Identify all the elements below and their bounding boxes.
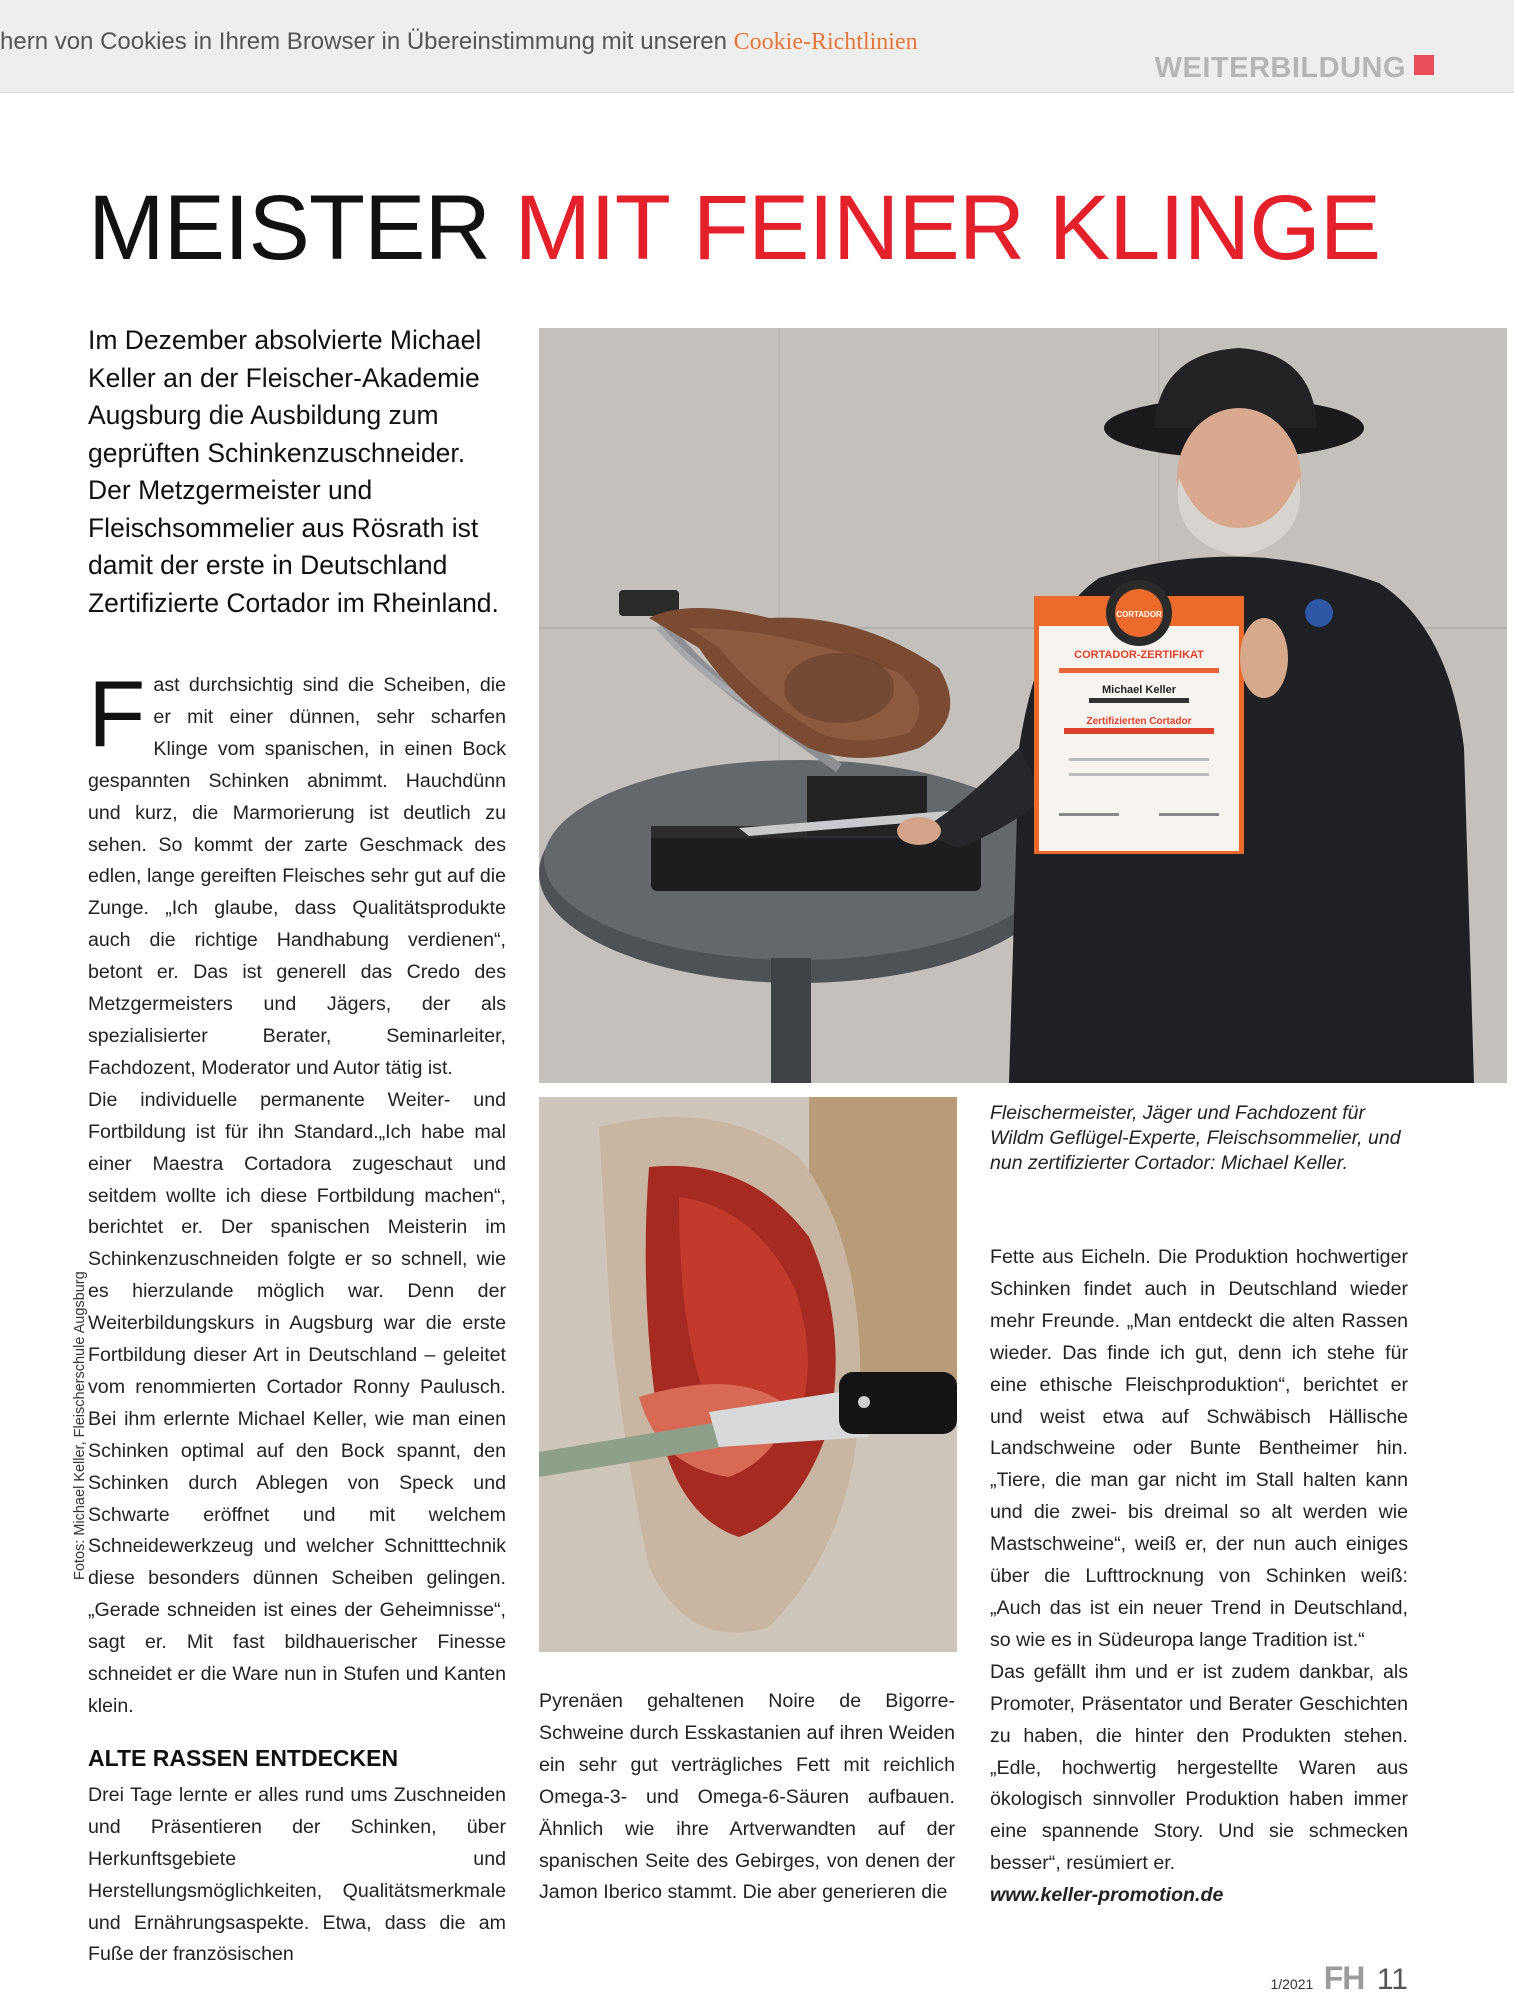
cookie-notice-message: hern von Cookies in Ihrem Browser in Übereinstimmung mit unseren <box>0 28 727 55</box>
headline-part-black: MEISTER <box>88 177 490 279</box>
page-footer <box>1270 1960 1408 1997</box>
certificate-illustration <box>1034 580 1244 854</box>
subheading-alte-rassen: ALTE RASSEN ENTDECKEN <box>88 1744 399 1771</box>
paragraph-2: Die individuelle permanente Weiter- und Fortbildung ist für ihn Standard.„Ich habe mal einer Maestra Cortadora zugeschaut und seitdem wollte ich diese Fortbildung machen“, berichtet er. Der spanischen Meisterin im Schinkenzuschneiden folgte er so schnell, wie es hierzulande möglich war. Denn der Weiterbildungskurs in Augsburg war die erste Fortbildung dieser Art in Deutschland – geleitet vom renommierten Cortador Ronny Paulusch. Bei ihm erlernte Michael Keller, wie man einen Schinken optimal auf den Bock spannt, den Schinken durch Ablegen von Speck und Schwarte eröffnet und mit welchem Schneidewerkzeug und welcher Schnitttechnik diese besonders dünnen Scheiben gelingen. „Gerade schneiden ist eines der Geheimnisse“, sagt er. Mit fast bildhauerischer Finesse schneidet er die Ware nun in Stufen und Kanten klein. <box>88 1088 506 1717</box>
main-photo-illustration <box>539 328 1507 1083</box>
article-column-1 <box>88 661 506 1971</box>
section-label <box>1155 52 1434 85</box>
certificate-seal-text: CORTADOR <box>1116 610 1162 619</box>
article-headline <box>88 177 1381 279</box>
headline-part-red: MIT FEINER KLINGE <box>514 177 1381 279</box>
main-photo-cortador <box>539 328 1507 1083</box>
photo-credit: Fotos: Michael Keller, Fleischerschule Augsburg <box>72 1271 88 1580</box>
website-link[interactable]: www.keller-promotion.de <box>990 1884 1224 1907</box>
paragraph-1-text: ast durchsichtig sind die Scheiben, die er mit einer dünnen, sehr scharfen Klinge vom spanischen, in einen Bock gespannten Schinken abnimmt. Hauchdünn und kurz, die Marmorierung ist deutlich zu sehen. So kommt der zarte Geschmack des edlen, lange gereiften Fleisches sehr gut auf die Zunge. „Ich glaube, dass Qualitätsprodukte auch die richtige Handhabung verdienen“, betont er. Das ist generell das Credo des Metzgermeisters und Jägers, der als spezialisierter Berater, Seminarleiter, Fachdozent, Moderator und Autor tätig ist. <box>88 674 506 1079</box>
certificate-name: Michael Keller <box>1102 684 1176 696</box>
paragraph-1 <box>88 661 506 1085</box>
section-marker-square <box>1414 55 1434 75</box>
cookie-policy-link[interactable]: Cookie-Richtlinien <box>733 29 918 55</box>
photo-caption: Fleischermeister, Jäger und Fachdozent für Wildm Geflügel-Experte, Fleischsommelier, und nun zertifizierter Cortador: Michael Keller. <box>990 1102 1401 1174</box>
article-intro: Im Dezember absolvierte Michael Keller an der Fleischer-Akademie Augsburg die Ausbildung zum geprüften Schinkenzuschneider. Der Metzgermeister und Fleischsommelier aus Rösrath ist damit der erste in Deutschland Zertifizierte Cortador im Rheinland. <box>88 325 499 618</box>
paragraph-4: Pyrenäen gehaltenen Noire de Bigorre-Schweine durch Esskastanien auf ihren Weiden ein sehr gut verträgliches Fett mit reichlich Omega-3- und Omega-6-Säuren aufbauen. Ähnlich wie ihre Artverwandten auf der spanischen Seite des Gebirges, von denen der Jamon Iberico stammt. Die aber generieren die <box>539 1690 955 1904</box>
cookie-notice-bar <box>0 0 1514 93</box>
cookie-notice-text <box>0 28 918 56</box>
paragraph-3: Drei Tage lernte er alles rund ums Zuschneiden und Präsentieren der Schinken, über Herkunftsgebiete und Herstellungsmöglichkeiten, Qualitätsmerkmale und Ernährungsaspekte. Etwa, dass die am Fuße der französischen <box>88 1783 506 1966</box>
paragraph-5: Fette aus Eicheln. Die Produktion hochwertiger Schinken findet auch in Deutschland wieder mehr Freunde. „Man entdeckt die alten Rassen wieder. Das finde ich gut, denn ich stehe für eine ethische Fleischproduktion“, berichtet er und weist etwa auf Schwäbisch Hällische Landschweine oder Bunte Bentheimer hin. „Tiere, die man gar nicht im Stall halten kann und die zwei- bis dreimal so alt werden wie Mastschweine“, weiß er, der nun auch einiges über die Lufttrocknung von Schinken weiß: „Auch das ist ein neuer Trend in Deutschland, so wie es in Südeuropa lange Tradition ist.“ <box>990 1246 1408 1651</box>
detail-photo-ham-slicing <box>539 1097 957 1652</box>
section-label-text: WEITERBILDUNG <box>1154 52 1406 84</box>
detail-photo-illustration <box>539 1097 957 1652</box>
certificate-line: Zertifizierten Cortador <box>1086 716 1192 727</box>
page-number: 11 <box>1376 1963 1408 1996</box>
issue-number: 1/2021 <box>1270 1976 1314 1992</box>
paragraph-6: Das gefällt ihm und er ist zudem dankbar, als Promoter, Präsentator und Berater Geschichten zu haben, die hinter den Produkten stehen. „Edle, hochwertig hergestellte Waren aus ökologisch sinnvoller Produktion haben immer eine spannende Story. Und sie schmecken besser“, resümiert er. <box>990 1660 1408 1875</box>
certificate-title: CORTADOR-ZERTIFIKAT <box>1074 649 1204 661</box>
drop-cap: F <box>88 661 146 766</box>
article-column-3 <box>990 1242 1408 1912</box>
article-column-2 <box>539 1686 955 1909</box>
magazine-logo: FH <box>1323 1960 1365 1996</box>
